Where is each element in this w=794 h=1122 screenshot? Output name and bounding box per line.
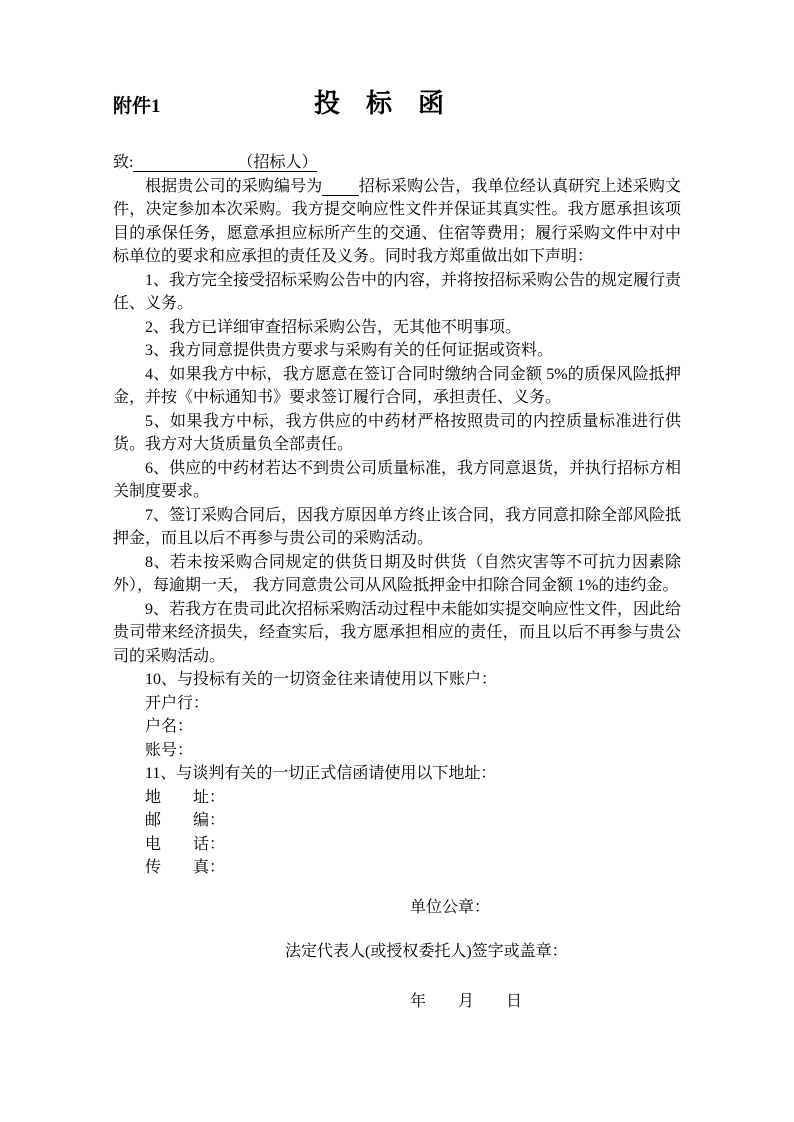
phone-line: 电 话： bbox=[145, 835, 226, 853]
date-line: 年 月 日 bbox=[410, 992, 523, 1010]
clause-7: 7、签订采购合同后，因我方原因单方终止该合同，我方同意扣除全部风险抵押金，而且以后不再参与贵公司的采购活动。 bbox=[113, 506, 682, 547]
account-number-line: 账号： bbox=[145, 741, 194, 759]
address-line: 地 址： bbox=[145, 788, 226, 806]
legal-representative-line: 法定代表人(或授权委托人)签字或盖章： bbox=[285, 943, 568, 960]
intro-text-before: 根据贵公司的采购编号为 bbox=[145, 177, 323, 195]
account-bank-line: 开户行： bbox=[145, 694, 210, 712]
document-header bbox=[113, 88, 681, 122]
postcode-line: 邮 编： bbox=[145, 812, 226, 829]
clause-4: 4、如果我方中标，我方愿意在签订合同时缴纳合同金额 5%的质保风险抵押金，并按《中标通知书》要求签订履行合同，承担责任、义务。 bbox=[113, 365, 681, 406]
clause-6: 6、供应的中药材若达不到贵公司质量标准，我方同意退货，并执行招标方相关制度要求。 bbox=[113, 459, 682, 500]
clause-8: 8、若未按采购合同规定的供货日期及时供货（自然灾害等不可抗力因素除外），每逾期一天， 我方同意贵公司从风险抵押金中扣除合同金额 1%的违约金。 bbox=[113, 553, 681, 594]
salutation-prefix: 致: bbox=[113, 154, 134, 171]
fax-line: 传 真： bbox=[145, 859, 226, 876]
salutation-line bbox=[113, 151, 681, 175]
account-name-line: 户名： bbox=[145, 718, 194, 735]
addressee-blank-field bbox=[133, 154, 245, 172]
clause-2: 2、我方已详细审查招标采购公告，无其他不明事项。 bbox=[145, 318, 522, 336]
document-title: 投 标 函 bbox=[313, 89, 444, 118]
intro-paragraph bbox=[113, 175, 681, 269]
company-seal-line: 单位公章： bbox=[410, 898, 491, 916]
intro-text-after: 招标采购公告，我单位经认真研究上述采购文件，决定参加本次采购。我方提交响应性文件并保证其真实性。我方愿承担该项目的承保任务，愿意承担应标所产生的交通、住宿等费用；履行采购文件中对中标单位的要求和应承担的责任及义务。同时我方郑重做出如下声明： bbox=[113, 177, 681, 265]
clause-1: 1、我方完全接受招标采购公告中的内容，并将按招标采购公告的规定履行责任、义务。 bbox=[113, 271, 682, 312]
attachment-label: 附件1 bbox=[113, 96, 161, 117]
procurement-number-blank-field bbox=[322, 178, 358, 196]
clause-5: 5、如果我方中标，我方供应的中药材严格按照贵司的内控质量标准进行供货。我方对大货质量负全部责任。 bbox=[113, 412, 681, 453]
clause-9: 9、若我方在贵司此次招标采购活动过程中未能如实提交响应性文件，因此给贵司带来经济损失，经查实后，我方愿承担相应的责任，而且以后不再参与贵公司的采购活动。 bbox=[113, 600, 682, 665]
clause-3: 3、我方同意提供贵方要求与采购有关的任何证据或资料。 bbox=[145, 342, 554, 359]
clause-10: 10、与投标有关的一切资金往来请使用以下账户： bbox=[145, 671, 498, 688]
clause-11: 11、与谈判有关的一切正式信函请使用以下地址： bbox=[145, 765, 497, 782]
addressee-label: （招标人） bbox=[245, 154, 318, 171]
